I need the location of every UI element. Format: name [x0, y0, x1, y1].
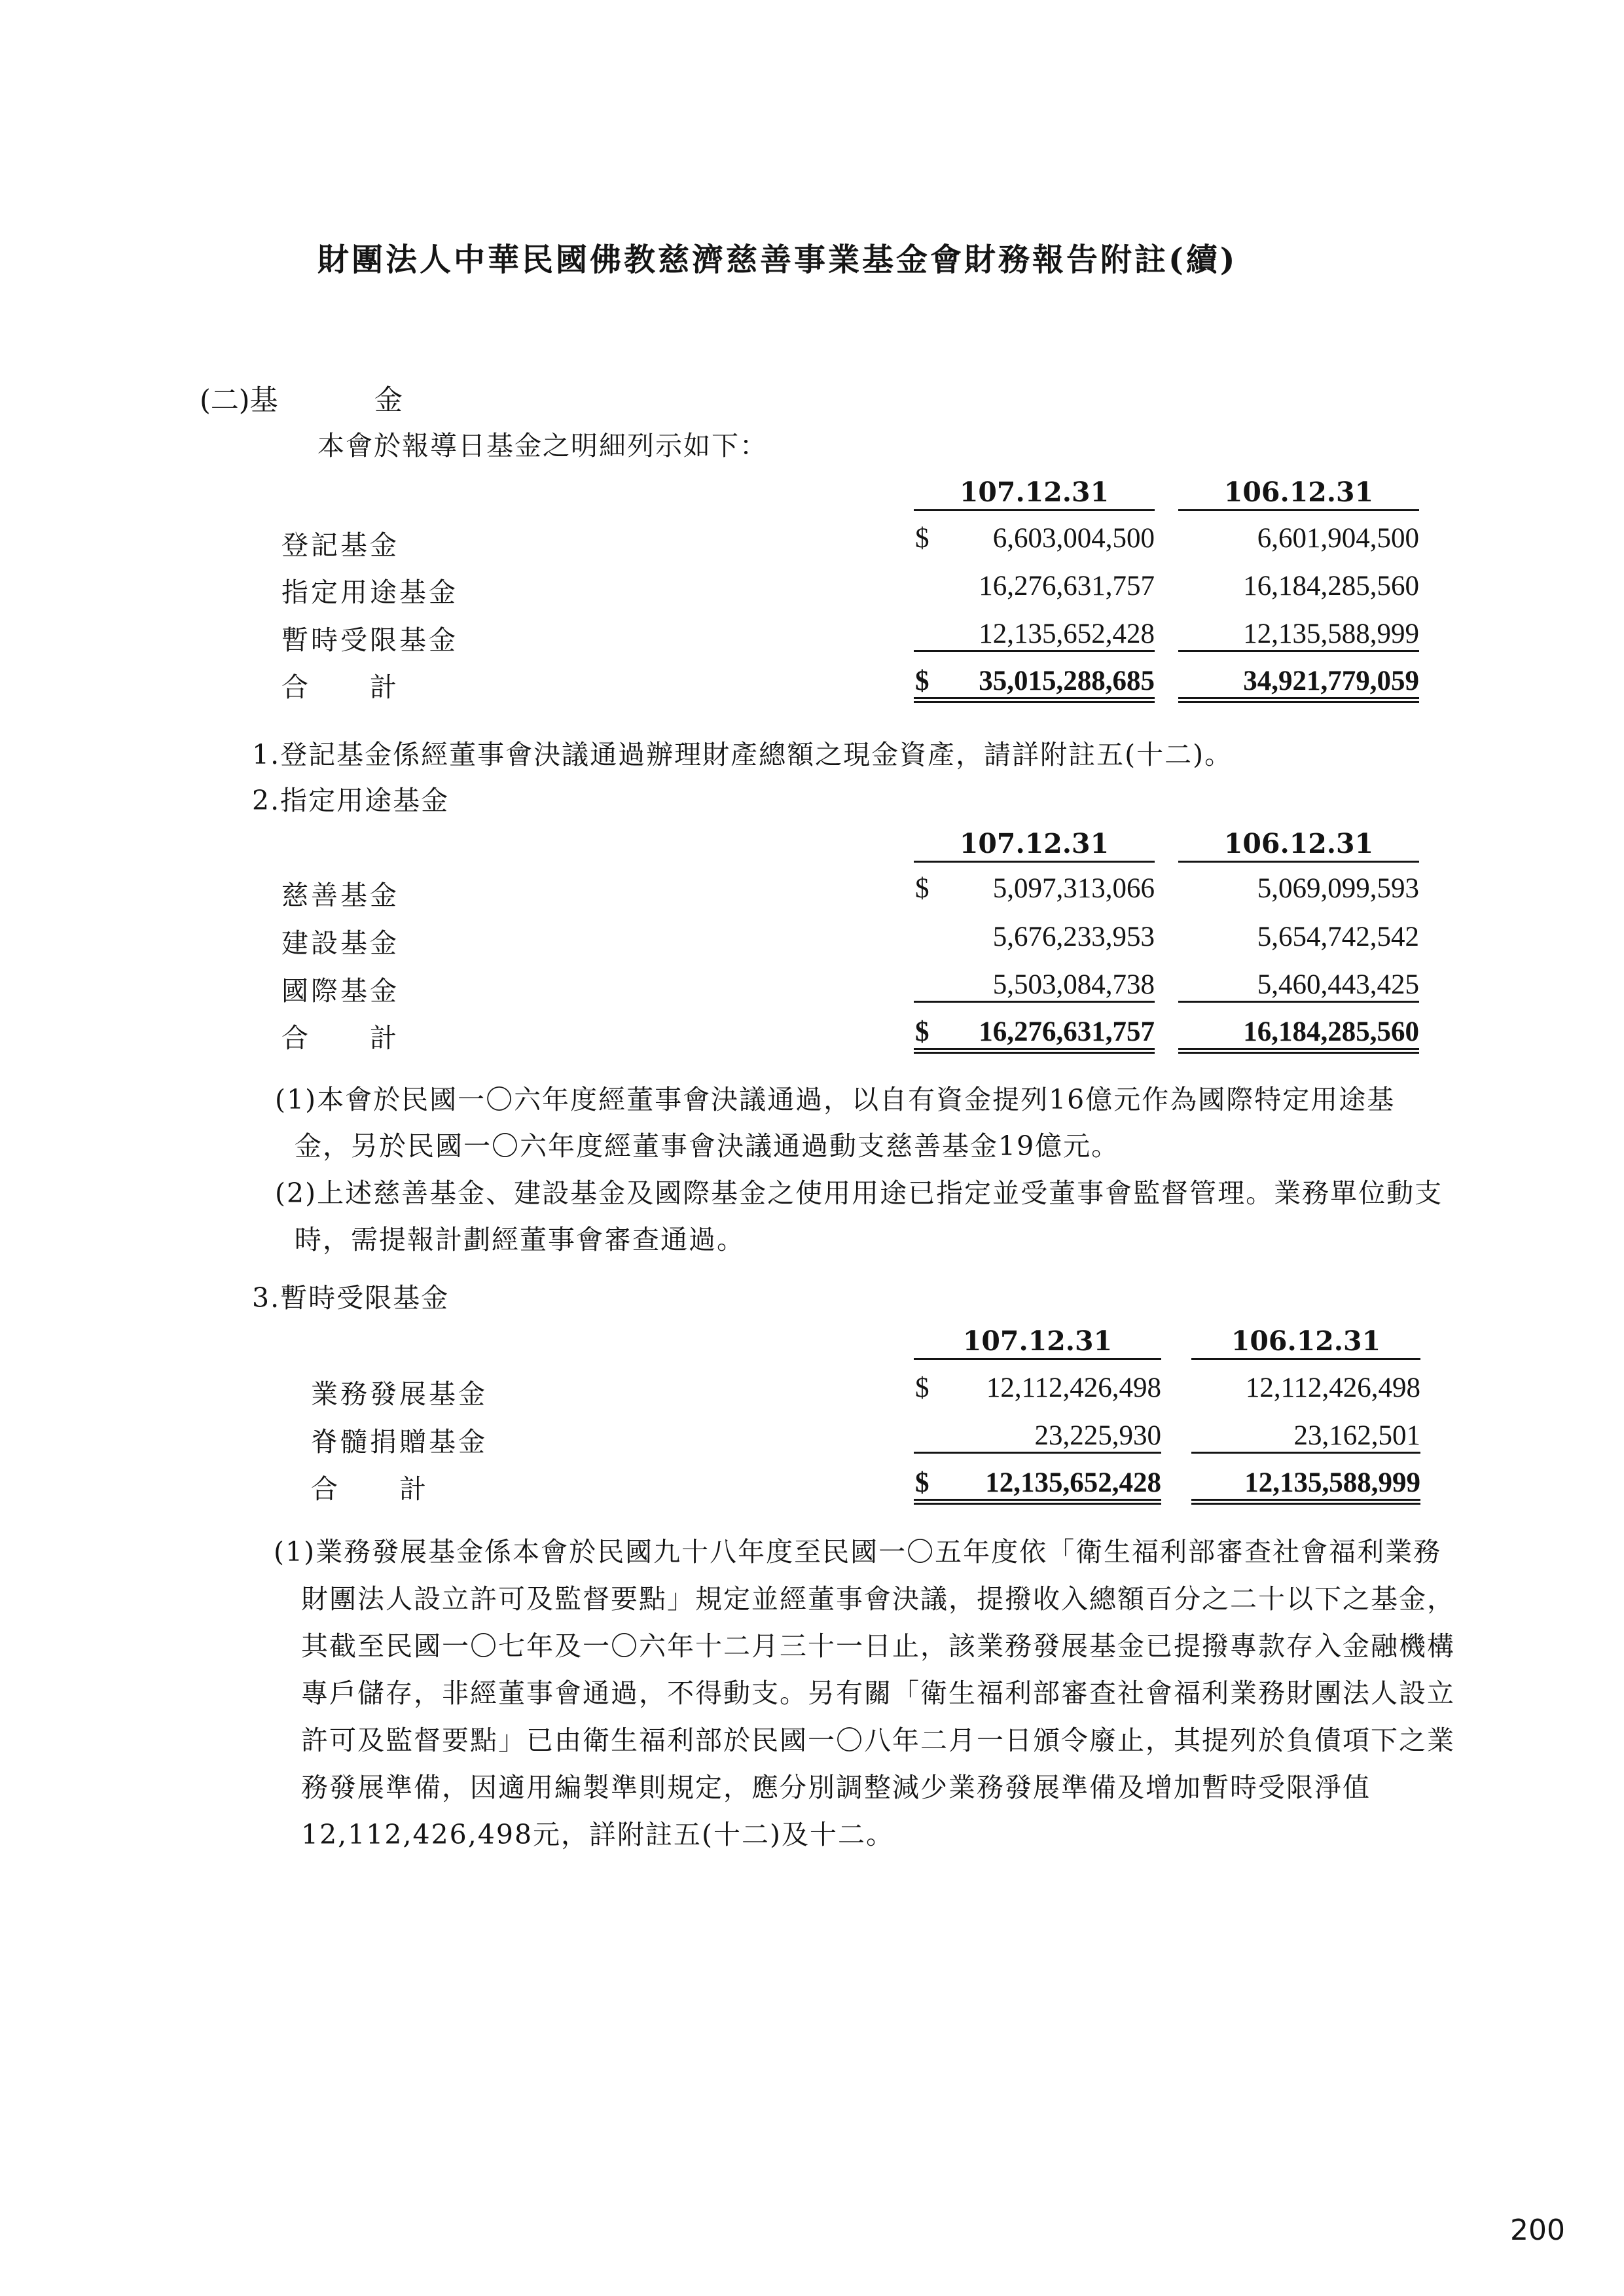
note-1: 1.登記基金係經董事會決議通過辦理財產總額之現金資產，請詳附註五(十二)。: [252, 739, 1233, 770]
section-word: 金: [374, 384, 403, 417]
table3-total-2017: 12,135,588,999: [1191, 1467, 1420, 1505]
table3-row-label: 脊髓捐贈基金: [311, 1426, 488, 1458]
table2-value-2017: 5,460,443,425: [1178, 969, 1419, 1003]
table2-header-2018: 107.12.31: [914, 828, 1155, 863]
table1-value-2017: 16,184,285,560: [1243, 571, 1419, 601]
table3-total-label: 合 計: [311, 1473, 429, 1505]
page-title: 財團法人中華民國佛教慈濟慈善事業基金會財務報告附註(續): [317, 242, 1238, 278]
heading-restricted-fund: 3.暫時受限基金: [252, 1282, 450, 1314]
table3-header-2018: 107.12.31: [914, 1325, 1161, 1360]
table2-total-label: 合 計: [281, 1022, 399, 1054]
restricted-fund-note-1: (1)業務發展基金係本會於民國九十八年度至民國一〇五年度依「衛生福利部審查社會福利業務財團法人設立許可及監督要點」規定並經董事會決議，提撥收入總額百分之二十以下之基金，其截至民國一〇七年及一〇六年十二月三十一日止，該業務發展基金已提撥專款存入金融機構專戶儲存，非經董事會通過，不得動支。另有關「衛生福利部審查社會福利業務財團法人設立許可及監督要點」已由衛生福利部於民國一〇八年二月一日頒令廢止，其提列於負債項下之業務發展準備，因適用編製準則規定，應分別調整減少業務發展準備及增加暫時受限淨值12,112,426,498元，詳附註五(十二)及十二。: [274, 1536, 1455, 1850]
table1-value-2018: 6,603,004,500: [992, 523, 1155, 554]
table1-value-2017: 6,601,904,500: [1257, 523, 1419, 554]
designated-fund-note-1: (1)本會於民國一〇六年度經董事會決議通過，以自有資金提列16億元作為國際特定用途基金，另於民國一〇六年度經董事會決議通過動支慈善基金19億元。: [275, 1084, 1396, 1162]
table3-header-2017: 106.12.31: [1191, 1325, 1420, 1360]
currency-symbol: $: [915, 523, 929, 554]
table2-value-2018: 5,676,233,953: [992, 922, 1155, 952]
table2-row-label: 國際基金: [281, 975, 399, 1007]
table2-value-2018: 5,097,313,066: [992, 873, 1155, 904]
table2-value-2018: 5,503,084,738: [914, 969, 1155, 1003]
table1-header-2017: 106.12.31: [1178, 476, 1419, 511]
table3-row-label: 業務發展基金: [311, 1378, 488, 1410]
section-marker: (二)基: [200, 384, 278, 417]
table2-row-label: 建設基金: [281, 927, 399, 959]
table3-value-2018: 12,112,426,498: [986, 1372, 1161, 1403]
table1-value-2018: 12,135,652,428: [914, 618, 1155, 652]
table1-row-label: 指定用途基金: [281, 577, 458, 608]
heading-designated-fund: 2.指定用途基金: [252, 785, 450, 816]
table2-total-2018: 16,276,631,757: [914, 1016, 1155, 1054]
table1-total-label: 合 計: [281, 672, 399, 703]
table3-value-2017: 12,112,426,498: [1245, 1372, 1420, 1403]
section-intro: 本會於報導日基金之明細列示如下：: [317, 430, 768, 461]
table2-total-2017: 16,184,285,560: [1178, 1016, 1419, 1054]
table2-header-2017: 106.12.31: [1178, 828, 1419, 863]
currency-symbol: $: [915, 666, 929, 696]
table1-row-label: 暫時受限基金: [281, 624, 458, 656]
table2-value-2017: 5,069,099,593: [1257, 873, 1419, 904]
table1-header-2018: 107.12.31: [914, 476, 1155, 511]
table1-total-2018: 35,015,288,685: [914, 665, 1155, 703]
table1-value-2017: 12,135,588,999: [1178, 618, 1419, 652]
currency-symbol: $: [915, 1016, 929, 1047]
table3-value-2017: 23,162,501: [1191, 1420, 1420, 1454]
page-number: 200: [1510, 2214, 1565, 2247]
table1-value-2018: 16,276,631,757: [979, 571, 1155, 601]
currency-symbol: $: [915, 1372, 929, 1403]
table2-row-label: 慈善基金: [281, 880, 399, 911]
table3-value-2018: 23,225,930: [914, 1420, 1161, 1454]
table3-total-2018: 12,135,652,428: [914, 1467, 1161, 1505]
currency-symbol: $: [915, 1467, 929, 1498]
table2-value-2017: 5,654,742,542: [1257, 922, 1419, 952]
currency-symbol: $: [915, 873, 929, 904]
designated-fund-note-2: (2)上述慈善基金、建設基金及國際基金之使用用途已指定並受董事會監督管理。業務單位動支時，需提報計劃經董事會審查通過。: [275, 1177, 1443, 1255]
table1-row-label: 登記基金: [281, 529, 399, 561]
table1-total-2017: 34,921,779,059: [1178, 665, 1419, 703]
section-heading: [200, 378, 403, 418]
